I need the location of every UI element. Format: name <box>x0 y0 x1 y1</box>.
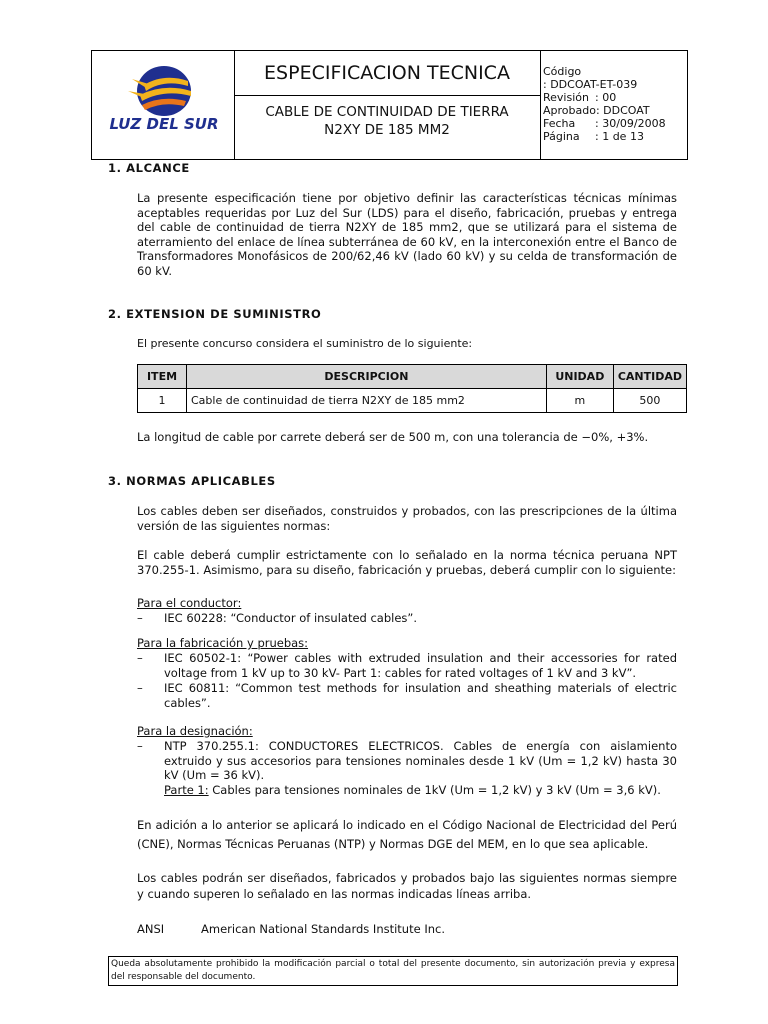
section-2-heading: 2. EXTENSION DE SUMINISTRO <box>108 307 322 321</box>
meta-date: Fecha : 30/09/2008 <box>543 117 666 130</box>
cell-cantidad: 500 <box>613 389 686 413</box>
col-descripcion: DESCRIPCION <box>187 365 547 389</box>
bullet-dash: – <box>137 681 143 695</box>
col-item: ITEM <box>138 365 187 389</box>
subtitle-line-1: CABLE DE CONTINUIDAD DE TIERRA <box>265 104 509 120</box>
section-3-p1: Los cables deben ser diseñados, construidos y probados, con las prescripciones de la última versión de las siguientes normas: <box>137 504 677 533</box>
document-header <box>91 50 688 160</box>
col-unidad: UNIDAD <box>546 365 613 389</box>
designation-label: Para la designación: <box>137 724 253 738</box>
subtitle-line-2: N2XY DE 185 MM2 <box>324 122 450 138</box>
bullet-dash: – <box>137 651 143 665</box>
section-3-p4: Los cables podrán ser diseñados, fabricados y probados bajo las siguientes normas siempre y cuando superen lo señalado en las normas indicadas líneas arriba. <box>137 871 677 901</box>
section-3-heading: 3. NORMAS APLICABLES <box>108 474 276 488</box>
bullet-dash: – <box>137 739 143 753</box>
document-subtitle <box>234 103 540 139</box>
document-metadata <box>543 65 687 143</box>
logo-text: LUZ DEL SUR <box>109 115 219 133</box>
section-2-note: La longitud de cable por carrete deberá ser de 500 m, con una tolerancia de −0%, +3%. <box>137 430 649 444</box>
fabrication-label: Para la fabricación y pruebas: <box>137 636 309 650</box>
designation-item: – NTP 370.255.1: CONDUCTORES ELECTRICOS. Cables de energía con aislamiento extruido y sus accesorios para tensiones nominales desde 1 kV (Um = 1,2 kV) hasta 30 kV (Um = 36 kV). <box>137 739 677 782</box>
part-text: Cables para tensiones nominales de 1kV (Um = 1,2 kV) y 3 kV (Um = 3,6 kV). <box>208 783 661 797</box>
document-title: ESPECIFICACION TECNICA <box>234 51 540 96</box>
table-header-row <box>138 365 687 389</box>
part-label: Parte 1: <box>164 783 209 797</box>
meta-page: Página : 1 de 13 <box>543 130 644 143</box>
section-1-text: La presente especificación tiene por objetivo definir las características técnicas mínimas aceptables requeridas por Luz del Sur (LDS) para el diseño, fabricación, pruebas y entrega del cable de continuidad de tierra N2XY de 185 mm2, que se utilizará para el sistema de aterramiento del enlace de línea subterránea de 60 kV, en la interconexión entre el Banco de Transformadores Monofásicos de 200/62,46 kV (lado 60 kV) y su celda de transformación de 60 kV. <box>137 191 677 278</box>
col-cantidad: CANTIDAD <box>613 365 686 389</box>
conductor-label: Para el conductor: <box>137 596 242 610</box>
title-cell <box>234 51 541 159</box>
meta-approved: Aprobado: DDCOAT <box>543 104 650 117</box>
supply-table <box>137 364 687 413</box>
bullet-dash: – <box>137 611 143 625</box>
fabrication-item-1: – IEC 60502-1: “Power cables with extruded insulation and their accessories for rated voltage from 1 kV up to 30 kV- Part 1: cables for rated voltages of 1 kV and 3 kV”. <box>137 651 677 680</box>
section-3-p3: En adición a lo anterior se aplicará lo indicado en el Código Nacional de Electricidad del Perú (CNE), Normas Técnicas Peruanas (NTP) y Normas DGE del MEM, en lo que sea aplicable. <box>137 818 677 851</box>
ansi-name: American National Standards Institute Inc. <box>201 922 445 936</box>
cell-descripcion: Cable de continuidad de tierra N2XY de 185 mm2 <box>187 389 547 413</box>
ansi-abbr: ANSI <box>137 922 165 936</box>
table-row <box>138 389 687 413</box>
section-2-intro: El presente concurso considera el suministro de lo siguiente: <box>137 337 473 350</box>
section-3-p2: El cable deberá cumplir estrictamente con lo señalado en la norma técnica peruana NPT 370.255-1. Asimismo, para su diseño, fabricación y pruebas, deberá cumplir con lo siguiente: <box>137 548 677 577</box>
section-1-heading: 1. ALCANCE <box>108 161 190 175</box>
luz-del-sur-logo <box>92 51 234 159</box>
cell-item: 1 <box>138 389 187 413</box>
meta-code: Código: DDCOAT-ET-039 <box>543 65 638 91</box>
footer-notice: Queda absolutamente prohibido la modificación parcial o total del presente documento, sin autorización previa y expresa del responsable del documento. <box>108 956 678 986</box>
cell-unidad: m <box>546 389 613 413</box>
fabrication-item-2: – IEC 60811: “Common test methods for insulation and sheathing materials of electric cables”. <box>137 681 677 710</box>
meta-revision: Revisión : 00 <box>543 91 617 104</box>
conductor-item: – IEC 60228: “Conductor of insulated cables”. <box>137 611 418 625</box>
logo-cell <box>92 51 235 159</box>
designation-part <box>164 783 661 798</box>
